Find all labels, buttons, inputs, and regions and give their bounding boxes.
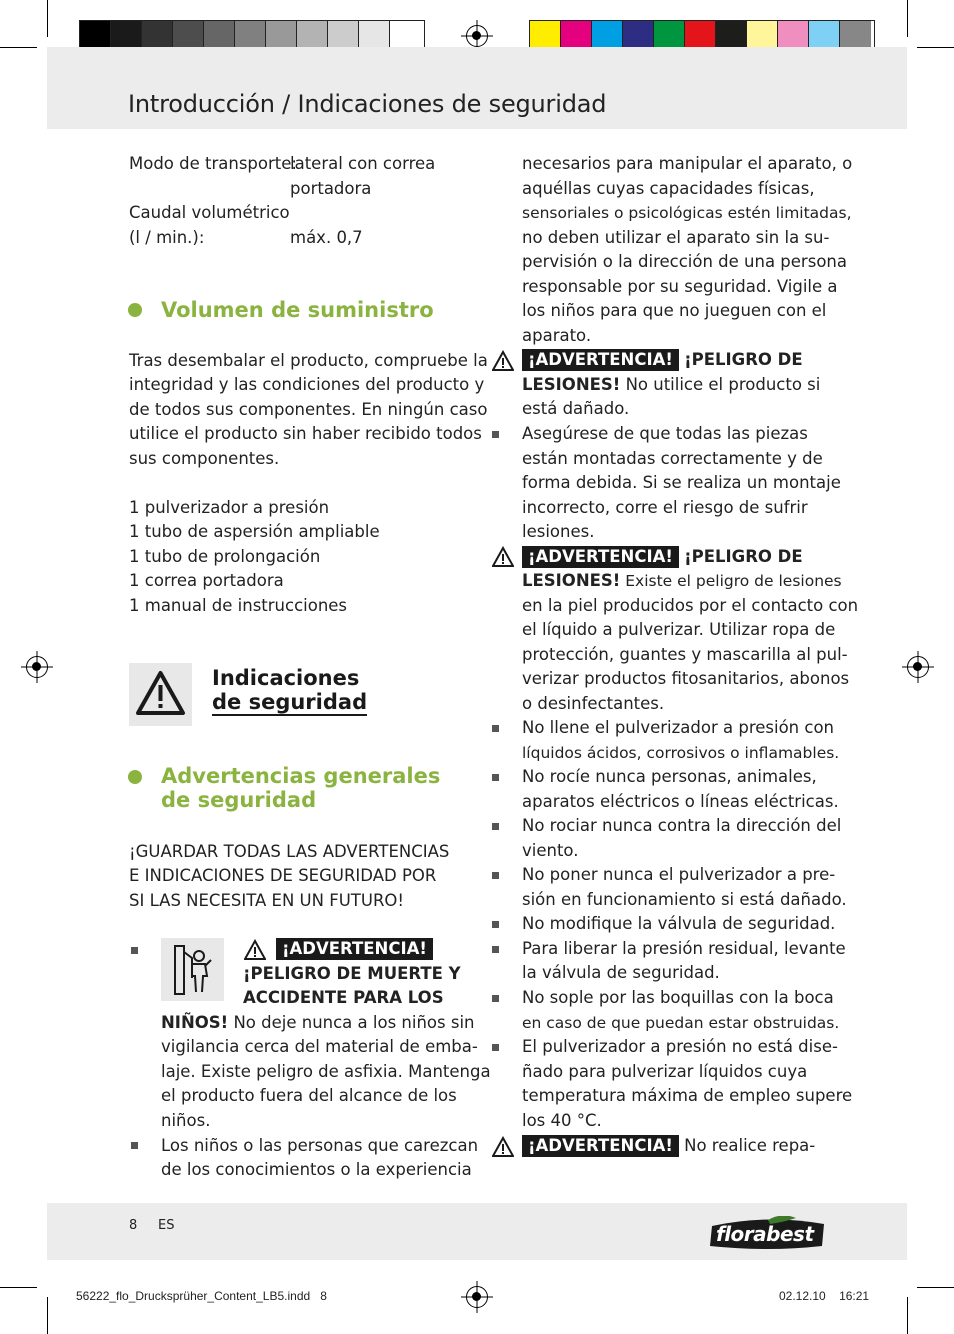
crop-mark: [917, 1287, 954, 1288]
text-line: sión en funcionamiento si está dañado.: [522, 890, 847, 909]
text-line: forma debida. Si se realiza un montaje: [522, 473, 841, 492]
child-warning-bold: NIÑOS!: [161, 1013, 229, 1032]
list-item: 1 pulverizador a presión: [129, 498, 330, 517]
text-line: incorrecto, corre el riesgo de sufrir: [522, 498, 808, 517]
text-line: en la piel producidos por el contacto con: [522, 596, 859, 615]
slug-filename: 56222_flo_Drucksprüher_Content_LB5.indd: [76, 1289, 311, 1303]
warning-triangle-icon: [492, 546, 514, 568]
spec-label: Modo de transporte:: [129, 154, 297, 173]
spec-label: (l / min.):: [129, 228, 205, 247]
text-line: No llene el pulverizador a presión con: [522, 718, 835, 737]
safety-heading-line: de seguridad: [212, 690, 368, 714]
text-line: vigilancia cerca del material de emba-: [161, 1037, 478, 1056]
text-run: Existe el peligro de lesiones: [620, 572, 842, 590]
list-item: 1 tubo de aspersión ampliable: [129, 522, 380, 541]
text-line: No sople por las boquillas con la boca: [522, 988, 834, 1007]
slug-date: 02.12.10: [779, 1289, 826, 1303]
list-bullet-icon: [492, 725, 499, 732]
warning-label-text: ¡ADVERTENCIA!: [522, 546, 679, 568]
text-line: viento.: [522, 841, 579, 860]
section-heading-general: [161, 764, 440, 812]
text-line: pervisión o la dirección de una persona: [522, 252, 847, 271]
warning-line: [522, 348, 803, 373]
text-line: está dañado.: [522, 399, 630, 418]
text-line: El pulverizador a presión no está dise-: [522, 1037, 838, 1056]
text-line: Asegúrese de que todas las piezas: [522, 424, 808, 443]
text-line: Tras desembalar el producto, compruebe la: [129, 351, 488, 370]
list-bullet-icon: [492, 431, 499, 438]
text-line: lesiones.: [522, 522, 595, 541]
warning-bold: LESIONES!: [522, 375, 621, 394]
crop-mark: [0, 1287, 37, 1288]
language-code: ES: [158, 1218, 175, 1233]
text-line: No modifique la válvula de seguridad.: [522, 914, 836, 933]
section-bullet-icon: [128, 303, 142, 317]
list-bullet-icon: [492, 872, 499, 879]
text-line: aparatos eléctricos o líneas eléctricas.: [522, 792, 839, 811]
list-bullet-icon: [492, 995, 499, 1002]
spec-value: lateral con correa: [290, 154, 436, 173]
child-warning-line: [161, 1011, 475, 1036]
text-run: No utilice el producto si: [620, 375, 821, 394]
heading-line: de seguridad: [161, 788, 317, 812]
text-line: el producto fuera del alcance de los: [161, 1086, 457, 1105]
warning-label-text: ¡ADVERTENCIA!: [276, 938, 433, 960]
text-line: de los conocimientos o la experiencia: [161, 1160, 472, 1179]
warning-triangle-icon: [492, 1136, 514, 1158]
text-line: los 40 °C.: [522, 1111, 602, 1130]
text-line: el líquido a pulverizar. Utilizar ropa de: [522, 620, 836, 639]
text-line: laje. Existe peligro de asfixia. Mantenga: [161, 1062, 491, 1081]
warning-label-text: ¡ADVERTENCIA!: [522, 349, 679, 371]
text-line: Los niños o las personas que carezcan: [161, 1136, 479, 1155]
text-line: o desinfectantes.: [522, 694, 665, 713]
text-line: niños.: [161, 1111, 211, 1130]
slug-datetime: [779, 1289, 869, 1303]
list-bullet-icon: [131, 1142, 138, 1149]
warning-label-text: ¡ADVERTENCIA!: [522, 1135, 679, 1157]
text-line: sus componentes.: [129, 449, 280, 468]
section-heading-supply: Volumen de suministro: [161, 298, 434, 322]
child-hazard-icon: [161, 938, 224, 1001]
crop-mark: [907, 1297, 908, 1334]
warning-bold: ¡PELIGRO DE: [684, 547, 803, 566]
safety-heading: [212, 666, 367, 716]
text-run: No realice repa-: [684, 1136, 816, 1155]
color-bar: [529, 20, 875, 50]
warning-label: [276, 937, 433, 962]
slug-time: 16:21: [839, 1289, 870, 1303]
greyscale-bar: [79, 20, 425, 50]
text-line: No rociar nunca contra la dirección del: [522, 816, 842, 835]
crop-mark: [0, 47, 37, 48]
crop-mark: [47, 1297, 48, 1334]
text-line: protección, guantes y mascarilla al pul-: [522, 645, 848, 664]
text-line: están montadas correctamente y de: [522, 449, 823, 468]
warning-triangle-icon: [129, 663, 192, 726]
page-title: Introducción / Indicaciones de seguridad: [128, 90, 607, 118]
keep-instructions-line: SI LAS NECESITA EN UN FUTURO!: [129, 891, 405, 910]
text-line: ñado para pulverizar líquidos cuya: [522, 1062, 808, 1081]
warning-line: [522, 1134, 815, 1159]
warning-bold: ¡PELIGRO DE: [684, 350, 803, 369]
text-line: líquidos ácidos, corrosivos o inflamables.: [522, 744, 840, 762]
text-line: utilice el producto sin haber recibido todos: [129, 424, 482, 443]
spec-value: máx. 0,7: [290, 228, 363, 247]
text-line: temperatura máxima de empleo supere: [522, 1086, 853, 1105]
registration-mark-icon: [466, 25, 488, 47]
text-line: la válvula de seguridad.: [522, 963, 720, 982]
text-line: Para liberar la presión residual, levante: [522, 939, 846, 958]
child-warning-bold: ACCIDENTE PARA LOS: [243, 988, 444, 1007]
warning-box: [129, 663, 192, 726]
text-line: No poner nunca el pulverizador a pre-: [522, 865, 836, 884]
child-warning-bold: ¡PELIGRO DE MUERTE Y: [243, 964, 461, 983]
safety-heading-line: Indicaciones: [212, 666, 360, 690]
text-line: aquéllas cuyas capacidades físicas,: [522, 179, 815, 198]
list-bullet-icon: [131, 947, 138, 954]
florabest-logo: [708, 1216, 828, 1250]
crop-mark: [47, 0, 48, 37]
list-item: 1 tubo de prolongación: [129, 547, 321, 566]
registration-mark-icon: [466, 1286, 488, 1308]
child-pictogram: [161, 938, 224, 1001]
slug-page: 8: [320, 1289, 327, 1303]
text-line: verizar productos fitosanitarios, abonos: [522, 669, 850, 688]
section-bullet-icon: [128, 770, 142, 784]
text-line: de todos sus componentes. En ningún caso: [129, 400, 488, 419]
list-bullet-icon: [492, 1044, 499, 1051]
keep-instructions-line: ¡GUARDAR TODAS LAS ADVERTENCIAS: [129, 842, 450, 861]
warning-line: [522, 373, 820, 398]
text-run: No deje nunca a los niños sin: [228, 1013, 475, 1032]
spec-value: portadora: [290, 179, 372, 198]
text-line: No rocíe nunca personas, animales,: [522, 767, 817, 786]
text-line: sensoriales o psicológicas estén limitadas,: [522, 204, 852, 222]
crop-mark: [907, 0, 908, 37]
warning-line: [522, 569, 842, 594]
heading-line: Advertencias generales: [161, 764, 441, 788]
text-line: necesarios para manipular el aparato, o: [522, 154, 853, 173]
list-bullet-icon: [492, 946, 499, 953]
warning-triangle-icon: [244, 939, 266, 961]
registration-mark-icon: [907, 656, 929, 678]
text-line: integridad y las condiciones del producto y: [129, 375, 485, 394]
list-item: 1 correa portadora: [129, 571, 284, 590]
text-line: los niños para que no jueguen con el: [522, 301, 827, 320]
warning-bold: LESIONES!: [522, 571, 621, 590]
page-number: 8: [129, 1218, 138, 1233]
warning-triangle-icon: [492, 350, 514, 372]
keep-instructions-line: E INDICACIONES DE SEGURIDAD POR: [129, 866, 437, 885]
registration-mark-icon: [26, 656, 48, 678]
brand-wordmark: florabest: [716, 1222, 814, 1246]
text-line: responsable por su seguridad. Vigile a: [522, 277, 838, 296]
text-line: aparato.: [522, 326, 592, 345]
list-item: 1 manual de instrucciones: [129, 596, 348, 615]
list-bullet-icon: [492, 774, 499, 781]
spec-label: Caudal volumétrico: [129, 203, 290, 222]
list-bullet-icon: [492, 823, 499, 830]
text-line: no deben utilizar el aparato sin la su-: [522, 228, 830, 247]
crop-mark: [917, 47, 954, 48]
text-line: en caso de que puedan estar obstruidas.: [522, 1014, 840, 1032]
list-bullet-icon: [492, 921, 499, 928]
slug-file: [76, 1289, 327, 1303]
warning-line: [522, 545, 803, 570]
